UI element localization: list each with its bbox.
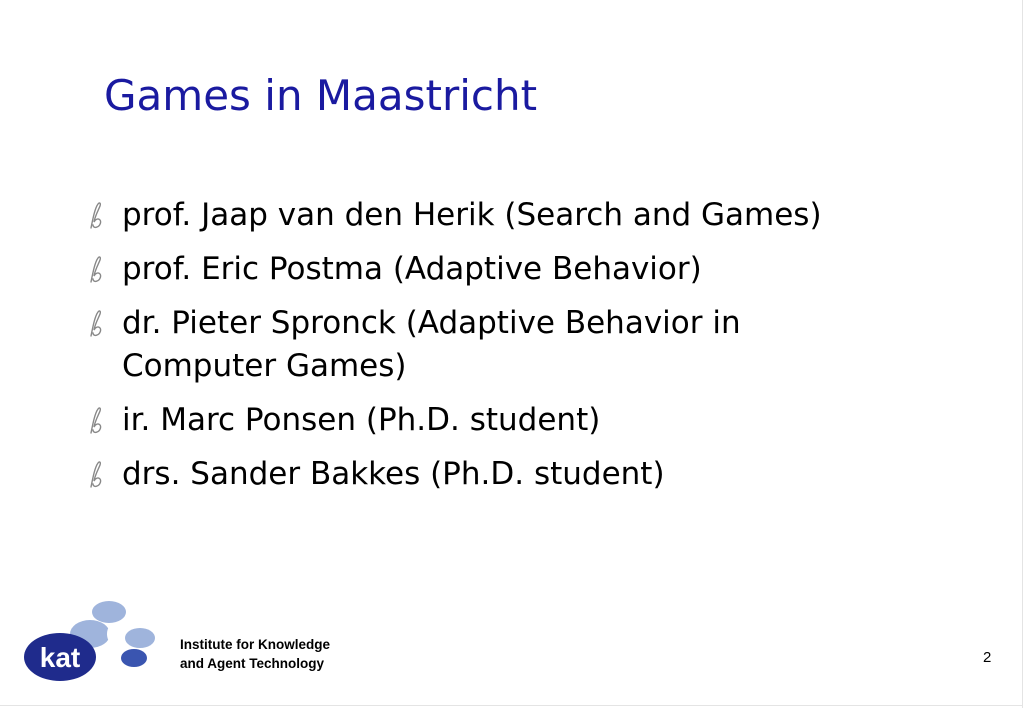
script-b-bullet-icon xyxy=(86,457,106,493)
slide-border-bottom xyxy=(0,705,1023,706)
bullet-text: dr. Pieter Spronck (Adaptive Behavior in Computer Games) xyxy=(122,305,741,384)
bullet-item xyxy=(86,453,986,496)
logo-blob-top xyxy=(92,601,126,623)
bullet-item xyxy=(86,302,986,388)
script-b-bullet-icon xyxy=(86,252,106,288)
slide-title: Games in Maastricht xyxy=(104,71,538,120)
logo-blob-gap xyxy=(107,623,123,645)
script-b-bullet-icon xyxy=(86,306,106,342)
logo-blob-right xyxy=(125,628,155,648)
institute-line-1: Institute for Knowledge xyxy=(180,637,330,652)
script-b-bullet-icon xyxy=(86,403,106,439)
logo-text: kat xyxy=(39,642,81,673)
kat-logo xyxy=(22,596,162,688)
institute-name xyxy=(180,635,330,673)
bullet-text: ir. Marc Ponsen (Ph.D. student) xyxy=(122,402,601,438)
logo-blob-lower xyxy=(121,649,147,667)
page-number: 2 xyxy=(983,649,992,666)
bullet-item xyxy=(86,399,986,442)
bullet-item xyxy=(86,194,986,237)
bullet-text: prof. Eric Postma (Adaptive Behavior) xyxy=(122,251,702,287)
bullet-text: prof. Jaap van den Herik (Search and Games) xyxy=(122,197,822,233)
bullet-list xyxy=(86,194,986,507)
institute-line-2: and Agent Technology xyxy=(180,656,324,671)
script-b-bullet-icon xyxy=(86,198,106,234)
bullet-item xyxy=(86,248,986,291)
bullet-text: drs. Sander Bakkes (Ph.D. student) xyxy=(122,456,665,492)
